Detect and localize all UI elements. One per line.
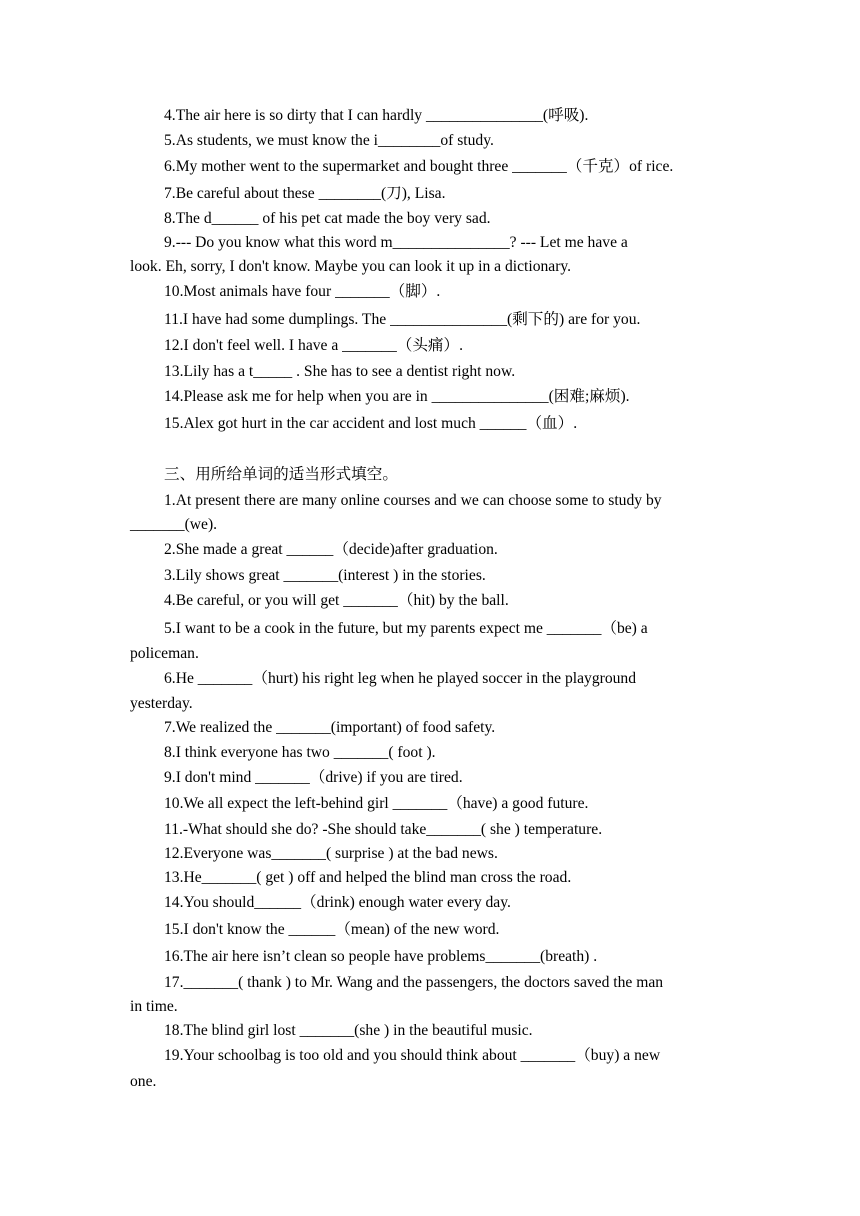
question-line: 11.-What should she do? -She should take_______( she ) temperature. — [164, 821, 603, 838]
question-line: 13.Lily has a t_____ . She has to see a dentist right now. — [164, 363, 516, 380]
question-line: 4.Be careful, or you will get _______（hit) by the ball. — [164, 592, 509, 609]
question-line: 6.My mother went to the supermarket and bought three _______（千克）of rice. — [164, 158, 674, 175]
question-line: 11.I have had some dumplings. The _______________(剩下的) are for you. — [164, 311, 641, 328]
question-line: 7.We realized the _______(important) of food safety. — [164, 719, 496, 736]
question-continuation: look. Eh, sorry, I don't know. Maybe you can look it up in a dictionary. — [130, 258, 572, 275]
question-line: 8.The d______ of his pet cat made the boy very sad. — [164, 210, 491, 227]
question-line: 8.I think everyone has two _______( foot ). — [164, 744, 436, 761]
question-line: 4.The air here is so dirty that I can hardly _______________(呼吸). — [164, 107, 589, 124]
question-continuation: policeman. — [130, 645, 199, 662]
question-line: 15.I don't know the ______（mean) of the new word. — [164, 921, 500, 938]
question-continuation: _______(we). — [130, 516, 218, 533]
question-line: 7.Be careful about these ________(刀), Lisa. — [164, 185, 446, 202]
question-line: 19.Your schoolbag is too old and you should think about _______（buy) a new — [164, 1047, 661, 1064]
question-line: 12.I don't feel well. I have a _______（头痛）. — [164, 337, 464, 354]
question-line: 14.You should______（drink) enough water every day. — [164, 894, 511, 911]
question-line: 18.The blind girl lost _______(she ) in the beautiful music. — [164, 1022, 533, 1039]
question-line: 10.Most animals have four _______（脚）. — [164, 283, 441, 300]
question-line: 13.He_______( get ) off and helped the blind man cross the road. — [164, 869, 572, 886]
question-line: 15.Alex got hurt in the car accident and lost much ______（血）. — [164, 415, 578, 432]
question-line: 6.He _______（hurt) his right leg when he played soccer in the playground — [164, 670, 637, 687]
question-line: 2.She made a great ______（decide)after graduation. — [164, 541, 498, 558]
question-line: 17._______( thank ) to Mr. Wang and the passengers, the doctors saved the man — [164, 974, 664, 991]
question-continuation: one. — [130, 1073, 157, 1090]
question-continuation: yesterday. — [130, 695, 193, 712]
question-line: 10.We all expect the left-behind girl _______（have) a good future. — [164, 795, 589, 812]
question-line: 5.I want to be a cook in the future, but my parents expect me _______（be) a — [164, 620, 648, 637]
question-line: 9.--- Do you know what this word m_______________? --- Let me have a — [164, 234, 628, 251]
question-line: 12.Everyone was_______( surprise ) at the bad news. — [164, 845, 498, 862]
question-line: 3.Lily shows great _______(interest ) in the stories. — [164, 567, 486, 584]
question-line: 16.The air here isn’t clean so people have problems_______(breath) . — [164, 948, 598, 965]
question-line: 14.Please ask me for help when you are in _______________(困难;麻烦). — [164, 388, 630, 405]
question-line: 5.As students, we must know the i________of study. — [164, 132, 494, 149]
question-line: 9.I don't mind _______（drive) if you are tired. — [164, 769, 463, 786]
question-line: 1.At present there are many online courses and we can choose some to study by — [164, 492, 662, 509]
section-heading: 三、用所给单词的适当形式填空。 — [164, 466, 398, 483]
question-continuation: in time. — [130, 998, 178, 1015]
